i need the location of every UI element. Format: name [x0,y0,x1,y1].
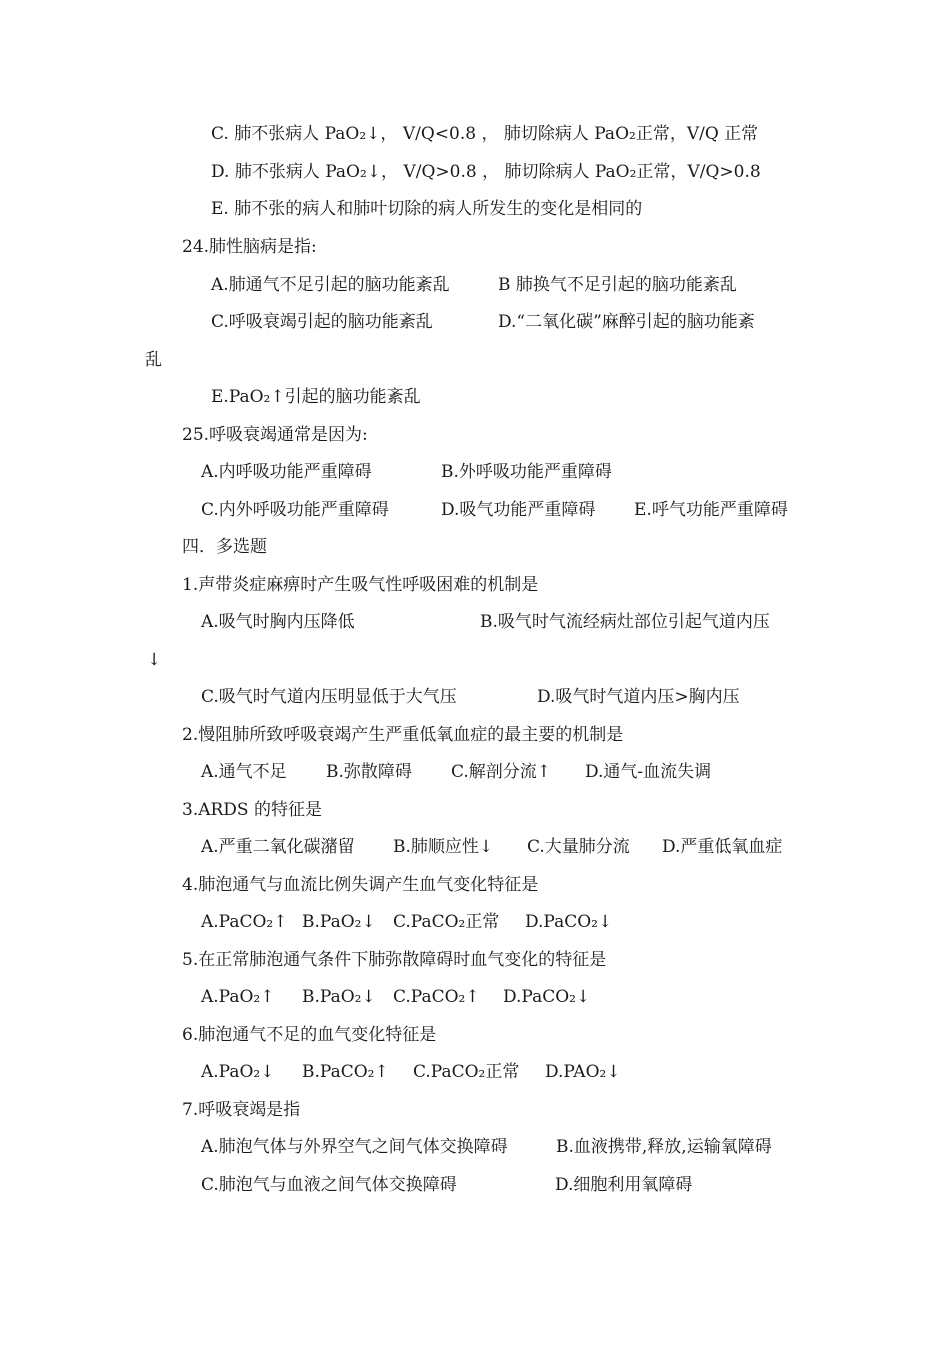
q24-option-a: A.肺通气不足引起的脑功能紊乱 [211,275,450,295]
m6-question: 6.肺泡通气不足的血气变化特征是 [182,1025,437,1045]
m3-option-d: D.严重低氧血症 [662,837,783,857]
m4-question: 4.肺泡通气与血流比例失调产生血气变化特征是 [182,875,539,895]
q23-option-c: C. 肺不张病人 PaO₂↓， V/Q<0.8 ， 肺切除病人 PaO₂正常，V/Q 正常 [211,124,759,144]
section-title: 四．多选题 [182,537,267,557]
m1-option-c: C.吸气时气道内压明显低于大气压 [201,687,457,707]
m1-option-b-wrap: ↓ [147,650,162,670]
m1-question: 1.声带炎症麻痹时产生吸气性呼吸困难的机制是 [182,575,539,595]
m3-option-b: B.肺顺应性↓ [393,837,494,857]
q25-option-b: B.外呼吸功能严重障碍 [441,462,612,482]
m6-option-d: D.PAO₂↓ [545,1062,621,1082]
q25-option-e: E.呼气功能严重障碍 [634,500,788,520]
q24-option-e: E.PaO₂↑引起的脑功能紊乱 [211,387,421,407]
m7-option-d: D.细胞利用氧障碍 [555,1175,693,1195]
m5-option-d: D.PaCO₂↓ [503,987,591,1007]
q24-question: 24.肺性脑病是指: [182,237,317,257]
m2-option-b: B.弥散障碍 [326,762,412,782]
m1-option-b: B.吸气时气流经病灶部位引起气道内压 [480,612,770,632]
m6-option-c: C.PaCO₂正常 [413,1062,520,1082]
m5-option-b: B.PaO₂↓ [302,987,376,1007]
m6-option-a: A.PaO₂↓ [201,1062,275,1082]
m1-option-a: A.吸气时胸内压降低 [201,612,355,632]
q24-option-c: C.呼吸衰竭引起的脑功能紊乱 [211,312,433,332]
q25-option-d: D.吸气功能严重障碍 [441,500,596,520]
m4-option-b: B.PaO₂↓ [302,912,376,932]
q24-option-d: D.“二氧化碳”麻醉引起的脑功能紊 [498,312,755,332]
q25-option-c: C.内外呼吸功能严重障碍 [201,500,389,520]
m7-question: 7.呼吸衰竭是指 [182,1100,301,1120]
q24-option-b: B 肺换气不足引起的脑功能紊乱 [498,275,737,295]
m2-question: 2.慢阻肺所致呼吸衰竭产生严重低氧血症的最主要的机制是 [182,725,624,745]
m3-question: 3.ARDS 的特征是 [182,800,322,820]
q25-option-a: A.内呼吸功能严重障碍 [201,462,372,482]
m5-option-a: A.PaO₂↑ [201,987,275,1007]
m7-option-c: C.肺泡气与血液之间气体交换障碍 [201,1175,457,1195]
m2-option-c: C.解剖分流↑ [451,762,552,782]
q23-option-d: D. 肺不张病人 PaO₂↓， V/Q>0.8 ， 肺切除病人 PaO₂正常，V/Q>0.8 [211,162,761,182]
m4-option-a: A.PaCO₂↑ [201,912,288,932]
q25-question: 25.呼吸衰竭通常是因为: [182,425,368,445]
m4-option-c: C.PaCO₂正常 [393,912,500,932]
q24-option-d-wrap: 乱 [145,350,162,370]
m1-option-d: D.吸气时气道内压>胸内压 [537,687,740,707]
m2-option-d: D.通气-血流失调 [585,762,712,782]
m3-option-c: C.大量肺分流 [527,837,630,857]
m7-option-b: B.血液携带,释放,运输氧障碍 [556,1137,772,1157]
q23-option-e: E. 肺不张的病人和肺叶切除的病人所发生的变化是相同的 [211,199,643,219]
m5-question: 5.在正常肺泡通气条件下肺弥散障碍时血气变化的特征是 [182,950,607,970]
m7-option-a: A.肺泡气体与外界空气之间气体交换障碍 [201,1137,508,1157]
m6-option-b: B.PaCO₂↑ [302,1062,389,1082]
m5-option-c: C.PaCO₂↑ [393,987,480,1007]
m3-option-a: A.严重二氧化碳潴留 [201,837,355,857]
m4-option-d: D.PaCO₂↓ [525,912,613,932]
m2-option-a: A.通气不足 [201,762,287,782]
